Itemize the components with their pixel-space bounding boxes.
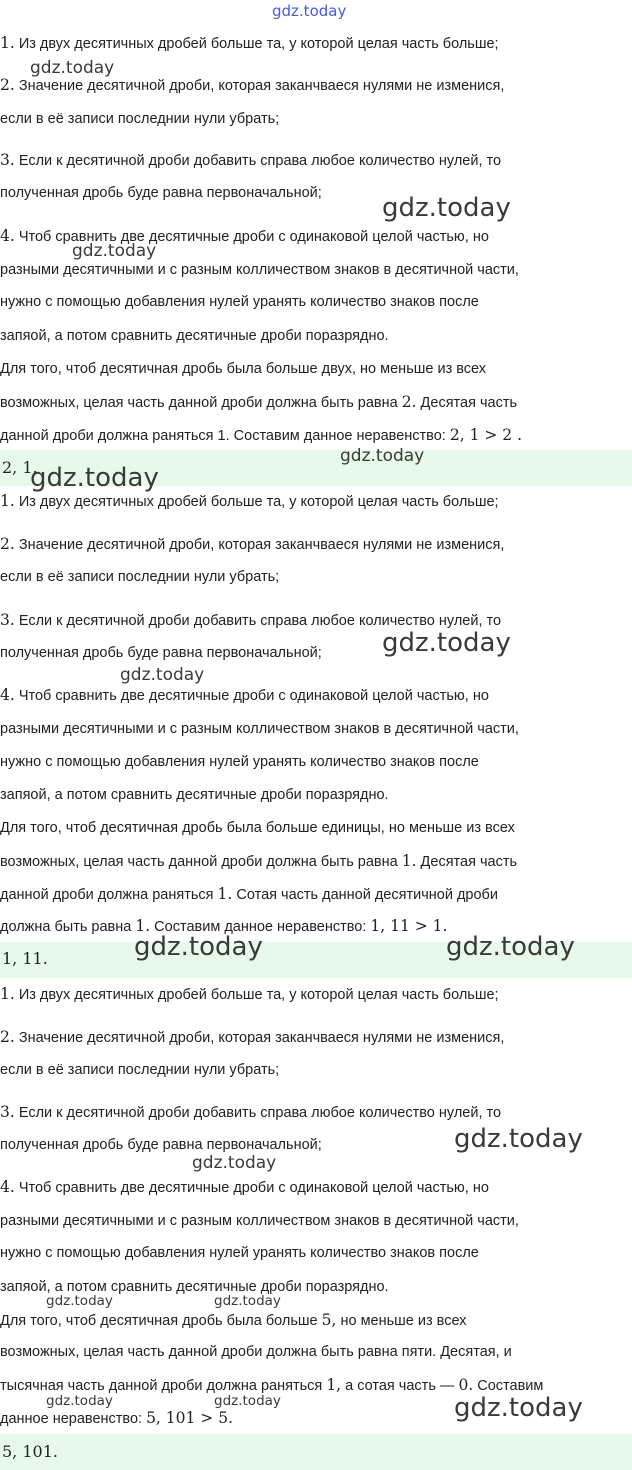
text-span: нужно с помощью добавления нулей уранять количество знаков после: [0, 294, 479, 310]
answer-value: 2, 1.: [2, 458, 38, 477]
solution-line: [0, 354, 632, 384]
watermark: gdz.today: [446, 932, 575, 962]
text-span: возможных, целая часть данной дроби должна быть равна: [0, 395, 402, 411]
rule-line: [0, 638, 632, 668]
solution-line: [0, 420, 632, 450]
answer-value: 1, 11.: [2, 949, 48, 968]
text-span: если в её записи последнии нули убрать;: [0, 1062, 280, 1078]
rule-line: [0, 529, 632, 559]
rule-line: [0, 104, 632, 134]
watermark: gdz.today: [454, 1124, 583, 1154]
math-value: 1, 11 > 1.: [370, 917, 448, 935]
solution-line: [0, 1403, 632, 1433]
math-value: 2, 1 > 2 .: [449, 426, 522, 444]
rule-line: [0, 680, 632, 710]
answer-value: 5, 101.: [2, 1442, 58, 1461]
solution-line: [0, 1337, 632, 1367]
rule-line: [0, 1055, 632, 1085]
site-header-link[interactable]: gdz.today: [272, 2, 347, 20]
text-span: нужно с помощью добавления нулей уранять количество знаков после: [0, 1245, 479, 1261]
rule-line: [0, 1272, 632, 1302]
rule-line: [0, 70, 632, 100]
watermark: gdz.today: [214, 1393, 281, 1409]
math-value: 2.: [401, 393, 417, 411]
solution-line: [0, 1370, 632, 1400]
solution-line: [0, 387, 632, 417]
text-span: запяой, а потом сравнить десятичные дроби поразрядно.: [0, 328, 389, 344]
text-span: возможных, целая часть данной дроби должна быть равна пяти. Десятая, и: [0, 1344, 512, 1360]
text-span: Десятая часть: [416, 854, 518, 870]
text-span: разными десятичными и с разным колличеством знаков в десятичной части,: [0, 1213, 519, 1229]
rule-line: [0, 321, 632, 351]
text-span: если в её записи последнии нули убрать;: [0, 111, 280, 127]
text-span: Чтоб сравнить две десятичные дроби с одинаковой целой частью, но: [14, 229, 489, 245]
rule-line: [0, 747, 632, 777]
watermark: gdz.today: [46, 1293, 113, 1309]
watermark: gdz.today: [30, 463, 159, 493]
rule-line: [0, 1130, 632, 1160]
math-value: 2.: [0, 76, 15, 94]
text-span: Для того, чтоб десятичная дробь была больше: [0, 1313, 322, 1329]
math-value: 4.: [0, 1178, 15, 1196]
text-span: данное неравенство:: [0, 1411, 147, 1427]
math-value: 2.: [0, 1028, 15, 1046]
solution-line: [0, 846, 632, 876]
watermark: gdz.today: [30, 58, 115, 78]
watermark: gdz.today: [72, 241, 157, 261]
math-value: 1,: [326, 1376, 342, 1394]
text-span: Значение десятичной дроби, которая заканчваеся нулями не изменися,: [14, 537, 505, 553]
text-span: Составим: [473, 1378, 544, 1394]
rule-line: [0, 287, 632, 317]
math-value: 2.: [0, 535, 15, 553]
rule-line: [0, 1097, 632, 1127]
rule-line: [0, 605, 632, 635]
watermark: gdz.today: [382, 193, 511, 223]
math-value: 3.: [0, 1103, 15, 1121]
watermark: gdz.today: [46, 1393, 113, 1409]
text-span: а сотая часть —: [341, 1378, 459, 1394]
rule-line: [0, 145, 632, 175]
watermark: gdz.today: [340, 446, 425, 466]
rule-line: [0, 1238, 632, 1268]
answer-highlight: [0, 1434, 632, 1470]
text-span: разными десятичными и с разным колличеством знаков в десятичной части,: [0, 262, 519, 278]
rule-line: [0, 714, 632, 744]
text-span: полученная дробь буде равна первоначальной;: [0, 1137, 322, 1153]
text-span: полученная дробь буде равна первоначальной;: [0, 185, 322, 201]
answer-highlight: [0, 942, 632, 978]
text-span: Для того, чтоб десятичная дробь была больше единицы, но меньше из всех: [0, 820, 515, 836]
watermark: gdz.today: [454, 1393, 583, 1423]
watermark: gdz.today: [120, 665, 205, 685]
text-span: но меньше из всех: [336, 1313, 467, 1329]
rule-line: [0, 221, 632, 251]
text-span: нужно с помощью добавления нулей уранять количество знаков после: [0, 754, 479, 770]
math-value: 3.: [0, 611, 15, 629]
solution-line: [0, 1305, 632, 1335]
math-value: 5,: [321, 1311, 337, 1329]
text-span: Из двух десятичных дробей больше та, у которой целая часть больше;: [14, 987, 499, 1003]
math-value: 4.: [0, 686, 15, 704]
math-value: 4.: [0, 227, 15, 245]
solution-line: [0, 813, 632, 843]
text-span: если в её записи последнии нули убрать;: [0, 569, 280, 585]
text-span: Чтоб сравнить две десятичные дроби с одинаковой целой частью, но: [14, 688, 489, 704]
text-span: запяой, а потом сравнить десятичные дроби поразрядно.: [0, 787, 389, 803]
text-span: данной дроби должна раняться 1. Составим данное неравенство:: [0, 428, 450, 444]
answer-highlight: [0, 450, 632, 486]
watermark: gdz.today: [134, 932, 263, 962]
watermark: gdz.today: [192, 1153, 277, 1173]
text-span: Если к десятичной дроби добавить справа любое количество нулей, то: [14, 153, 502, 169]
rule-line: [0, 1206, 632, 1236]
text-span: тысячная часть данной дроби должна раняться: [0, 1378, 327, 1394]
rule-line: [0, 178, 632, 208]
text-span: Из двух десятичных дробей больше та, у которой целая часть больше;: [14, 494, 499, 510]
solution-line: [0, 911, 632, 941]
rule-line: [0, 1172, 632, 1202]
math-value: 1.: [0, 492, 15, 510]
text-span: Если к десятичной дроби добавить справа любое количество нулей, то: [14, 1105, 502, 1121]
math-value: 1.: [0, 985, 15, 1003]
rule-line: [0, 486, 632, 516]
text-span: должна быть равна: [0, 919, 136, 935]
rule-line: [0, 255, 632, 285]
text-span: Значение десятичной дроби, которая заканчваеся нулями не изменися,: [14, 1030, 505, 1046]
text-span: Значение десятичной дроби, которая заканчваеся нулями не изменися,: [14, 78, 505, 94]
text-span: Для того, чтоб десятичная дробь была больше двух, но меньше из всех: [0, 361, 487, 377]
solution-line: [0, 879, 632, 909]
text-span: разными десятичными и с разным колличеством знаков в десятичной части,: [0, 721, 519, 737]
math-value: 0.: [458, 1376, 474, 1394]
rule-line: [0, 979, 632, 1009]
text-span: Из двух десятичных дробей больше та, у которой целая часть больше;: [14, 36, 499, 52]
watermark: gdz.today: [382, 628, 511, 658]
text-span: Если к десятичной дроби добавить справа любое количество нулей, то: [14, 613, 502, 629]
text-span: полученная дробь буде равна первоначальной;: [0, 645, 322, 661]
text-span: возможных, целая часть данной дроби должна быть равна: [0, 854, 402, 870]
text-span: запяой, а потом сравнить десятичные дроби поразрядно.: [0, 1279, 389, 1295]
text-span: Десятая часть: [416, 395, 518, 411]
math-value: 1.: [401, 852, 417, 870]
text-span: Чтоб сравнить две десятичные дроби с одинаковой целой частью, но: [14, 1180, 489, 1196]
math-value: 1.: [0, 34, 15, 52]
text-span: Сотая часть данной десятичной дроби: [232, 887, 498, 903]
text-span: Составим данное неравенство:: [150, 919, 371, 935]
math-value: 1.: [217, 885, 233, 903]
math-value: 3.: [0, 151, 15, 169]
rule-line: [0, 28, 632, 58]
watermark: gdz.today: [214, 1293, 281, 1309]
math-value: 5, 101 > 5.: [146, 1409, 233, 1427]
rule-line: [0, 780, 632, 810]
math-value: 1.: [135, 917, 151, 935]
text-span: данной дроби должна раняться: [0, 887, 218, 903]
rule-line: [0, 562, 632, 592]
rule-line: [0, 1022, 632, 1052]
